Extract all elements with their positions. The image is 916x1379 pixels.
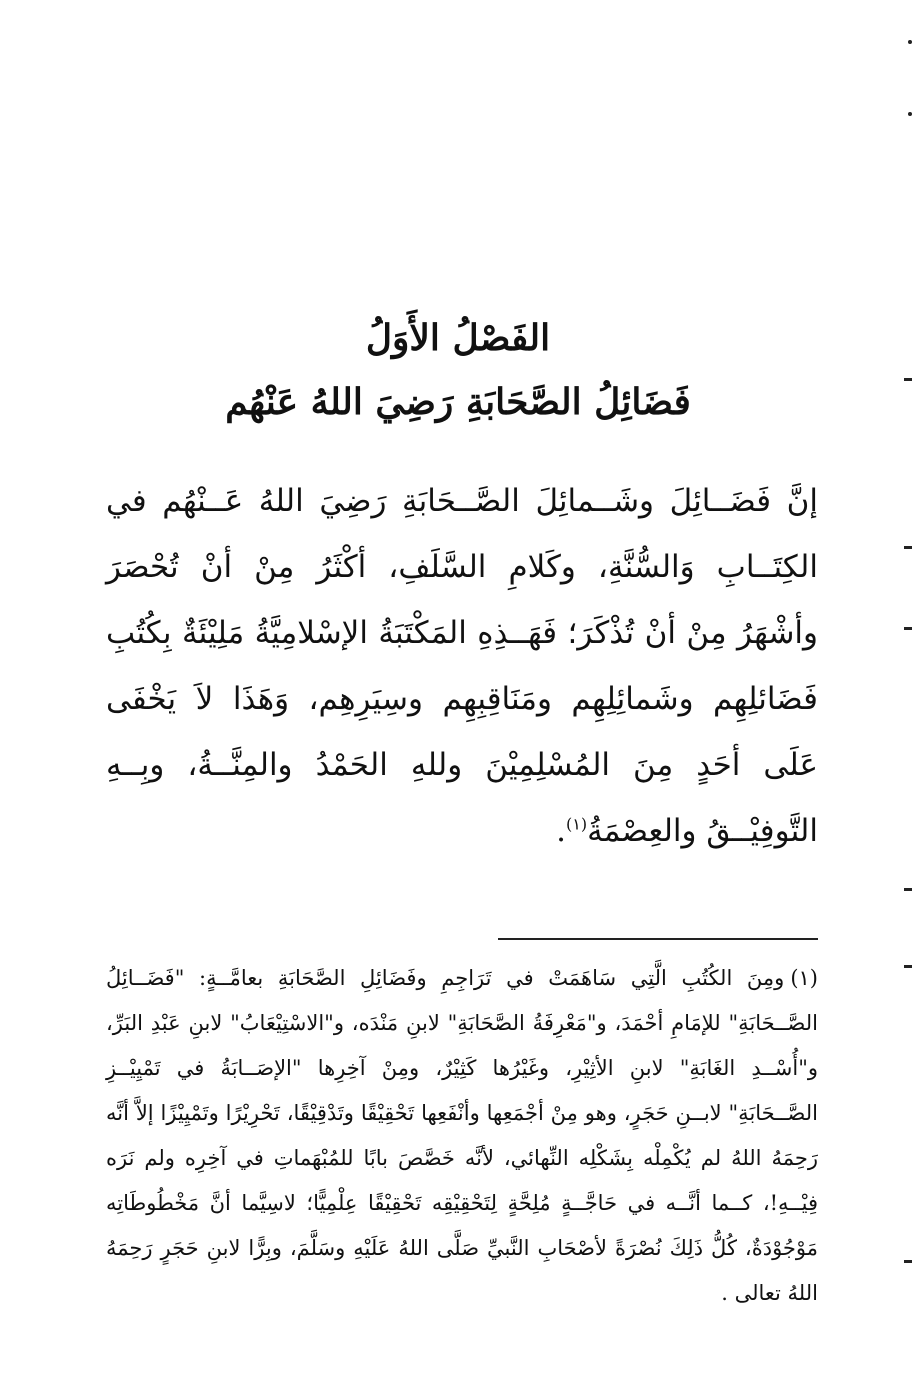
footnote [106,956,818,1316]
footnote-divider [498,938,818,940]
body-text: إنَّ فَضَــائِلَ وشَــمائِلَ الصَّــحَابَةِ رَضِيَ اللهُ عَــنْهُم في الكِتَــابِ وَالسُّنَّةِ، وكَلامِ السَّلَفِ، أكْثَرُ مِنْ أنْ تُحْصَرَ وأشْهَرُ مِنْ أنْ تُذْكَرَ؛ فَهَــذِهِ المَكْتَبَةُ الإسْلامِيَّةُ مَلِيْئَةٌ بِكُتُبِ فَضَائلِهِم وشَمائِلِهِم ومَنَاقِبِهِم وسِيَرِهِم، وَهَذَا لاَ يَخْفَى عَلَى أحَدٍ مِنَ المُسْلِمِيْنَ وللهِ الحَمْدُ والمِنَّــةُ، وبِــهِ التَّوفِيْــقُ والعِصْمَةُ [106,483,818,849]
body-paragraph [106,468,818,864]
margin-mark [904,888,912,891]
footnote-reference[interactable]: (١) [566,814,588,834]
chapter-number: الفَصْلُ الأَوَلُ [365,317,551,359]
margin-mark [904,1260,912,1263]
body-end: . [556,813,567,849]
margin-mark [908,40,912,44]
footnote-text: ومِنَ الكُتُبِ الَّتِي سَاهَمَتْ في تَرَاجِمِ وفَضَائِلِ الصَّحَابَةِ بعامَّــةٍ: "فَضَــائِلُ الصَّــحَابَةِ" للإمَامِ أحْمَدَ، و"مَعْرِفَةُ الصَّحَابَةِ" لابنِ مَنْدَه، و"الاسْتِيْعَابُ" لابنِ عَبْدِ البَرِّ، و"أُسْــدِ الغَابَةِ" لابنِ الأثِيْرِ، وغَيْرُها كَثِيْرٌ، ومِنْ آخِرِها "الإصَــابَةُ في تَمْيِيْــزِ الصَّــحَابَةِ" لابــنِ حَجَرٍ، وهو مِنْ أجْمَعِها وأنْفَعِها تَحْقِيْقًا وتَدْقِيْقًا، تَحْرِيْرًا وتَمْيِيْزًا إلاَّ أنَّه رَحِمَهُ اللهُ لم يُكْمِلْه بِشَكْلِه النِّهائي، لأنَّه خَصَّصَ بابًا للمُبْهَماتِ في آخِرِه ولم نَرَه فِيْــهِ!، كــما أنَّــه في حَاجَّــةٍ مُلِحَّةٍ لِتَحْقِيْقِه تَحْقِيْقًا عِلْمِيًّا؛ لاسِيَّما أنَّ مَخْطُوطَاتِه مَوْجُوْدَةٌ، كُلُّ ذَلِكَ نُصْرَةً لأصْحَابِ النَّبيِّ صَلَّى اللهُ عَلَيْهِ وسَلَّمَ، وبِرًّا لابنِ حَجَرٍ رَحِمَهُ اللهُ تعالى . [106,966,818,1305]
margin-mark [904,546,912,549]
footnote-marker: (١) [790,966,818,990]
chapter-title: فَضَائِلُ الصَّحَابَةِ رَضِيَ اللهُ عَنْهُم [225,381,691,423]
margin-mark [904,965,912,968]
margin-mark [904,627,912,630]
margin-mark [908,112,912,116]
